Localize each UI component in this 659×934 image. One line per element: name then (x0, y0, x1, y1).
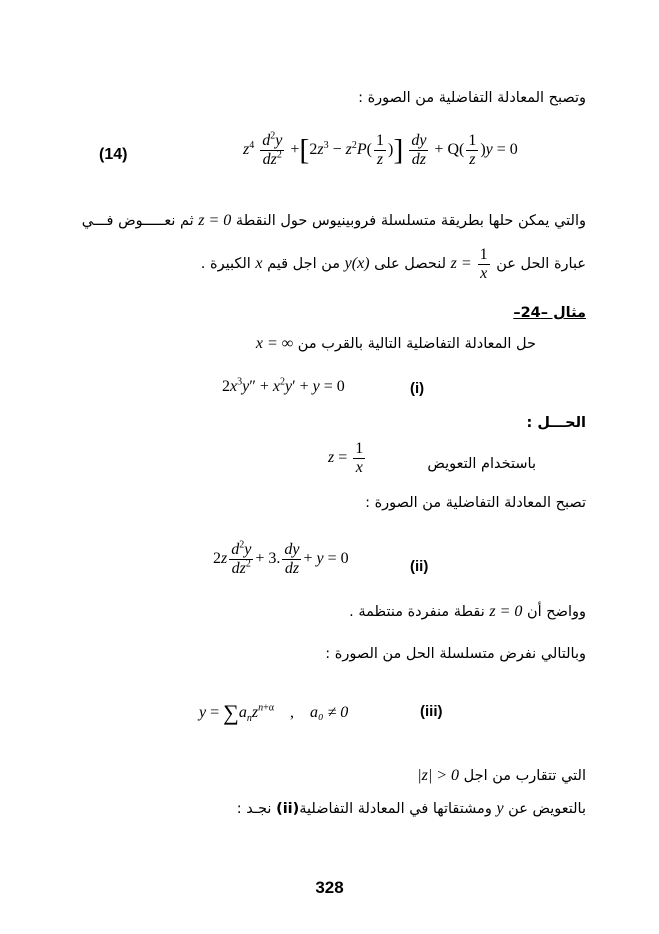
solution-title: الحـــل : (526, 415, 586, 431)
equation-iii-tag: (iii) (420, 703, 443, 720)
equation-ii: 2z $\frac{d^2y}{dz^2}$ + 3. $\frac{dy}{dz}$ + y = 0 (213, 539, 349, 577)
page-number: 328 (315, 878, 344, 897)
equation-14: $z^4$ $\frac{d^2y}{dz^2}$ $+[2z^3 - z^2P$( $\frac{1}{z}$ )] $\frac{dy}{dz}$ + Q( $\frac{1}{z}$ )y = 0 (243, 130, 518, 168)
substitute-line: بالتعويض عن y ومشتقاتها في المعادلة التفاضلية(ii) نجـد : (236, 800, 586, 817)
substitution-formula: z = $\frac{1}{x}$ (328, 440, 364, 476)
assume-series-line: وبالتالي نفرض متسلسلة الحل من الصورة : (325, 646, 586, 662)
equation-iii: $y = \sum a_nz^{n+\alpha}$ , a₀ ≠ 0 (199, 700, 349, 725)
example-title: مثال –24– (513, 305, 586, 321)
substitution-line: عبارة الحل عن z = $\frac{1}{x}$ لنحصل على y(x) من اجل قيم x الكبيرة . (200, 246, 586, 282)
singular-point-line: وواضح أن z = 0 نقطة منفردة منتظمة . (349, 603, 586, 620)
frobenius-line: والتي يمكن حلها بطريقة متسلسلة فروبينيوس حول النقطة z = 0 ثم نعـــــوض فـــي (81, 212, 586, 229)
equation-i-tag: (i) (410, 380, 425, 397)
equation-ii-tag: (ii) (410, 558, 429, 575)
becomes-line: تصبح المعادلة التفاضلية من الصورة : (365, 495, 586, 511)
intro-line: وتصبح المعادلة التفاضلية من الصورة : (358, 90, 586, 106)
equation-i: $2x^3y'' + x^2y' + y = 0$ (222, 376, 345, 395)
substitution-label: باستخدام التعويض (427, 456, 536, 472)
convergence-line: التي تتقارب من اجل |z| > 0 (417, 767, 586, 784)
solve-line: حل المعادلة التفاضلية التالية بالقرب من x = ∞ (255, 335, 536, 352)
equation-14-tag: (14) (99, 146, 128, 163)
